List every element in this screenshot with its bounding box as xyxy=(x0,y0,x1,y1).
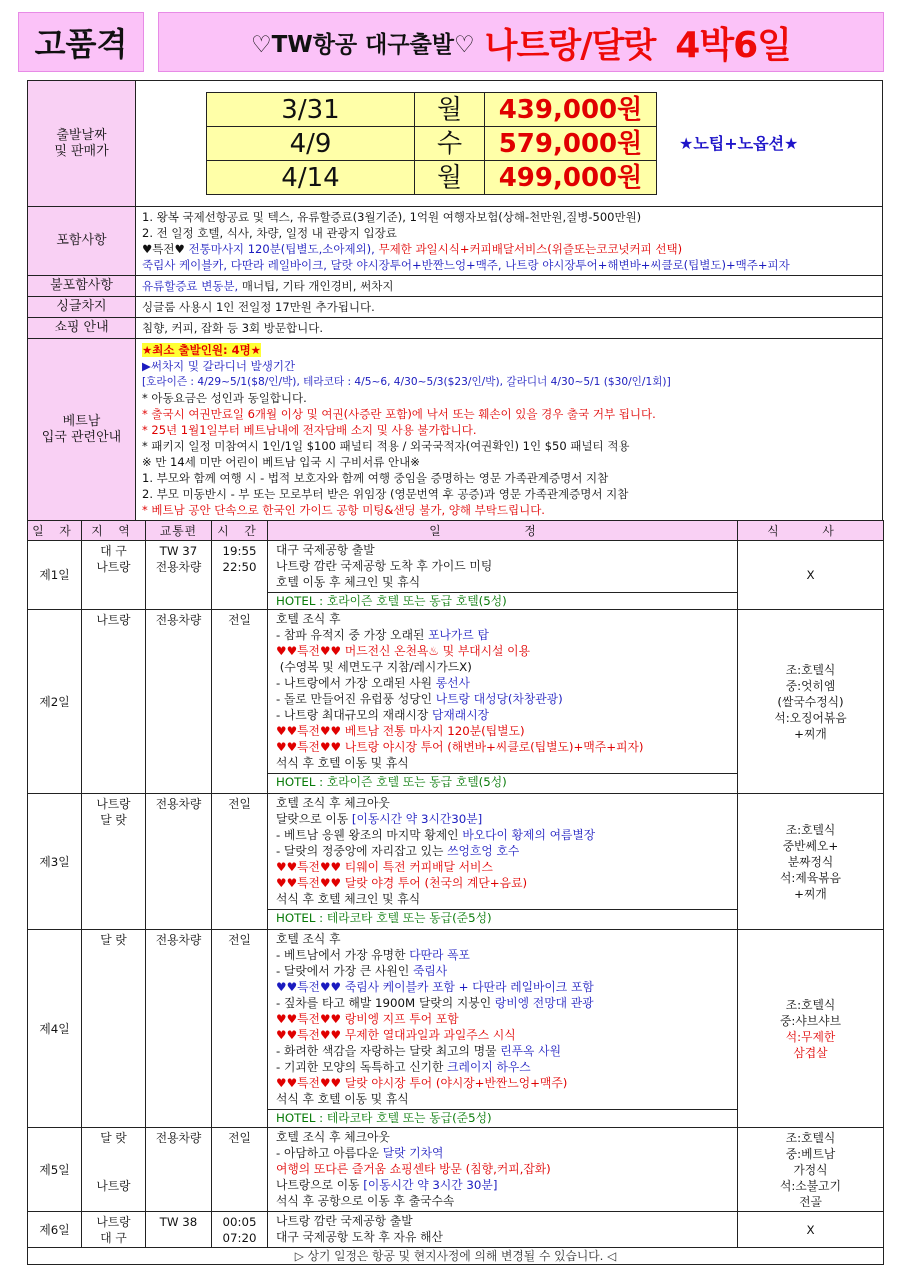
cell-line: 전용차량 xyxy=(155,797,202,811)
itinerary-text: ♥♥특전♥♥ 무제한 열대과일과 과일주스 시식 xyxy=(276,1028,516,1042)
region xyxy=(82,1128,146,1212)
info-table xyxy=(27,80,883,521)
itinerary-text: 석식 후 공항으로 이동 후 출국수속 xyxy=(276,1194,455,1208)
cell-line: 나트랑 xyxy=(96,1215,131,1229)
special-red: 무제한 과일시식+커피배달서비스(위즐또는코코넛커피 선택) xyxy=(378,242,683,256)
cell-line: 대 구 xyxy=(100,544,127,558)
itinerary-line xyxy=(276,643,731,659)
itinerary-line xyxy=(276,931,731,947)
title-route: 나트랑/달랏 xyxy=(484,25,656,66)
single-content: 싱글룸 사용시 1인 전일정 17만원 추가됩니다. xyxy=(136,297,883,318)
itinerary-text: 호텔 조식 후 xyxy=(276,932,341,946)
itinerary-text: - 달랏에서 가장 큰 사원인 xyxy=(276,964,413,978)
hotel-info: HOTEL : 호라이즌 호텔 또는 동급 호텔(5성) xyxy=(268,773,737,790)
meal-line: 중:베트남 xyxy=(785,1146,836,1161)
cell-line: 달 랏 xyxy=(100,813,127,827)
meal-line: 전골 xyxy=(799,1194,822,1209)
excluded-content xyxy=(136,276,883,297)
schedule-header xyxy=(28,521,884,541)
itinerary-text: - 기괴한 모양의 독특하고 신기한 xyxy=(276,1060,448,1074)
itinerary-text: 호텔 이동 후 체크인 및 휴식 xyxy=(276,575,421,589)
itinerary-highlight: [이동시간 약 3시간 30분] xyxy=(363,1178,498,1192)
meal-line: 조:호텔식 xyxy=(785,822,836,837)
itinerary-line xyxy=(276,675,731,691)
time xyxy=(212,794,268,930)
itinerary-line xyxy=(276,1193,731,1209)
meal-line: X xyxy=(806,568,815,582)
schedule-row xyxy=(28,541,884,610)
entry-note: * 패키지 일정 미참여시 1인/1일 $100 패널티 적용 / 외국국적자(여권확인) 1인 $50 패널티 적용 xyxy=(142,438,630,453)
day-label: 제2일 xyxy=(28,610,82,794)
included-label: 포함사항 xyxy=(28,207,136,276)
region xyxy=(82,1212,146,1248)
meals xyxy=(738,1128,884,1212)
itinerary-text: 대구 국제공항 도착 후 자유 해산 xyxy=(276,1230,443,1244)
itinerary-highlight: 다딴라 폭포 xyxy=(409,948,470,962)
hotel-info: HOTEL : 호라이즌 호텔 또는 동급 호텔(5성) xyxy=(268,592,737,609)
itinerary-line xyxy=(276,1027,731,1043)
meal-line: +찌개 xyxy=(794,886,827,901)
weekday: 수 xyxy=(415,127,485,161)
itinerary-line xyxy=(276,811,731,827)
itinerary-line xyxy=(276,574,731,590)
cell-line: 전일 xyxy=(228,1131,251,1145)
itinerary-text: ♥♥특전♥♥ 달랏 야경 투어 (천국의 계단+음료) xyxy=(276,876,528,890)
itinerary-text: ♥♥특전♥♥ 죽림사 케이블카 포함 + 다딴라 레일바이크 포함 xyxy=(276,980,594,994)
itinerary-text: - 화려한 색감을 자랑하는 달랏 최고의 명물 xyxy=(276,1044,501,1058)
included-content xyxy=(136,207,883,276)
itinerary-line xyxy=(276,1075,731,1091)
departure-dates-table xyxy=(206,92,657,195)
cell-line: 전용차량 xyxy=(155,560,202,574)
itinerary-line xyxy=(276,827,731,843)
itinerary-line xyxy=(276,755,731,771)
meal-line: 석:제육볶음 xyxy=(780,870,841,885)
time xyxy=(212,610,268,794)
day-label: 제4일 xyxy=(28,930,82,1128)
entry-note: 2. 부모 미동반시 - 부 또는 모로부터 받은 위임장 (영문번역 후 공증)과 영문 가족관계증명서 지참 xyxy=(142,486,629,501)
cell-line: 나트랑 xyxy=(96,613,131,627)
itinerary-line xyxy=(276,1091,731,1107)
meal-line: 삼겹살 xyxy=(793,1045,828,1060)
itinerary-line xyxy=(276,859,731,875)
shopping-label: 쇼핑 안내 xyxy=(28,318,136,339)
included-line: 1. 왕복 국제선항공료 및 텍스, 유류할증료(3월기준), 1억원 여행자보험(상해-천만원,질병-500만원) xyxy=(142,210,642,224)
brand-box xyxy=(18,12,144,72)
cell-line: 전일 xyxy=(228,933,251,947)
itinerary-text: 석식 후 호텔 이동 및 휴식 xyxy=(276,1092,409,1106)
itinerary-text: ♥♥특전♥♥ 머드전신 온천욕♨ 및 부대시설 이용 xyxy=(276,644,530,658)
itinerary-highlight: [이동시간 약 3시간30분] xyxy=(351,812,483,826)
schedule-row xyxy=(28,1212,884,1248)
meal-line: 중:엇히엠 xyxy=(785,678,836,693)
price: 439,000원 xyxy=(485,93,657,127)
transport xyxy=(146,794,212,930)
price: 579,000원 xyxy=(485,127,657,161)
itinerary-line xyxy=(276,1145,731,1161)
cell-line: 19:55 xyxy=(222,544,257,558)
weekday: 월 xyxy=(415,161,485,195)
schedule-table xyxy=(27,520,884,1265)
itinerary-line xyxy=(276,843,731,859)
itinerary-line xyxy=(276,1213,731,1229)
time xyxy=(212,930,268,1128)
region xyxy=(82,930,146,1128)
itinerary-text: - 달랏의 정중앙에 자리잡고 있는 xyxy=(276,844,448,858)
itinerary-text: - 나트랑에서 가장 오래된 사원 xyxy=(276,676,436,690)
special-blue: 전통마사지 120분(팁별도,소아제외), xyxy=(188,242,375,256)
meals xyxy=(738,930,884,1128)
region xyxy=(82,794,146,930)
itinerary-line xyxy=(276,707,731,723)
no-tip-badge: ★노팁+노옵션★ xyxy=(679,133,799,153)
meals xyxy=(738,541,884,610)
itinerary-line xyxy=(276,1059,731,1075)
entry-note: ※ 만 14세 미만 어린이 베트남 입국 시 구비서류 안내※ xyxy=(142,454,420,469)
itinerary-line xyxy=(276,947,731,963)
time xyxy=(212,1212,268,1248)
meals xyxy=(738,610,884,794)
meal-line: (쌀국수정식) xyxy=(777,694,844,709)
itinerary-text: - 나트랑 최대규모의 재래시장 xyxy=(276,708,433,722)
transport xyxy=(146,930,212,1128)
itinerary-text: - 짚차를 타고 해발 1900M 달랏의 지붕인 xyxy=(276,996,495,1010)
itinerary-line xyxy=(276,891,731,907)
cell-line: 대 구 xyxy=(100,1231,127,1245)
vietnam-label-line1: 베트남 xyxy=(62,413,101,429)
itinerary-line xyxy=(276,979,731,995)
header-cell: 식 사 xyxy=(738,521,884,541)
header-cell: 교통편 xyxy=(146,521,212,541)
itinerary-text: - 베트남에서 가장 유명한 xyxy=(276,948,410,962)
entry-note: * 출국시 여권만료일 6개월 이상 및 여권(사증란 포함)에 낙서 또는 훼손이 있을 경우 출국 거부 됩니다. xyxy=(142,406,656,421)
itinerary-line xyxy=(276,542,731,558)
itinerary xyxy=(268,1128,738,1212)
header-cell: 시 간 xyxy=(212,521,268,541)
itinerary-line xyxy=(276,1043,731,1059)
meals xyxy=(738,1212,884,1248)
itinerary-text: - 베트남 응웬 왕조의 마지막 황제인 xyxy=(276,828,463,842)
meal-line: X xyxy=(806,1222,815,1237)
cell-line: 전용차량 xyxy=(155,613,202,627)
date-row xyxy=(207,161,657,195)
itinerary-line xyxy=(276,611,731,627)
cell-line: 나트랑 xyxy=(96,797,131,811)
dates-label-line2: 및 판매가 xyxy=(54,143,109,159)
excluded-rest: 매너팁, 기타 개인경비, 써차지 xyxy=(241,279,394,293)
cell-line: 22:50 xyxy=(222,560,257,574)
itinerary-text: - 참파 유적지 중 가장 오래된 xyxy=(276,628,429,642)
cell-line xyxy=(82,1146,145,1162)
transport xyxy=(146,610,212,794)
schedule-row xyxy=(28,794,884,930)
itinerary-text: - 돌로 만들어진 유럽풍 성당인 xyxy=(276,692,436,706)
cell-line xyxy=(82,1162,145,1178)
special-prefix: ♥특전♥ xyxy=(142,242,185,256)
special-line2: 죽림사 케이블카, 다딴라 레일바이크, 달랏 야시장투어+반짠느엉+맥주, 나트랑 야시장투어+해변바+씨클로(팁별도)+맥주+피자 xyxy=(142,258,790,272)
excluded-label: 불포함사항 xyxy=(28,276,136,297)
itinerary-text: ♥♥특전♥♥ 나트랑 야시장 투어 (해변바+씨클로(팁별도)+맥주+피자) xyxy=(276,740,644,754)
vietnam-label-line2: 입국 관련안내 xyxy=(41,429,122,445)
cell-line: TW 37 xyxy=(159,544,198,558)
cell-line: 전용차량 xyxy=(155,933,202,947)
meals xyxy=(738,794,884,930)
day-label: 제1일 xyxy=(28,541,82,610)
date: 4/14 xyxy=(207,161,415,195)
itinerary-text: 호텔 조식 후 체크아웃 xyxy=(276,796,390,810)
itinerary-line xyxy=(276,875,731,891)
day-label: 제6일 xyxy=(28,1212,82,1248)
itinerary-text: 호텔 조식 후 xyxy=(276,612,341,626)
meal-line: +찌개 xyxy=(794,726,827,741)
dates-cell xyxy=(136,81,883,207)
itinerary-highlight: 랑비엥 전망대 관광 xyxy=(494,996,594,1010)
region xyxy=(82,541,146,610)
itinerary-text: - 아담하고 아름다운 xyxy=(276,1146,383,1160)
itinerary xyxy=(268,1212,738,1248)
itinerary xyxy=(268,541,738,610)
cell-line: TW 38 xyxy=(159,1215,198,1229)
itinerary-line xyxy=(276,659,731,675)
cell-line: 전용차량 xyxy=(155,1131,202,1145)
itinerary-line xyxy=(276,627,731,643)
itinerary-text: 석식 후 호텔 이동 및 휴식 xyxy=(276,756,409,770)
itinerary-highlight: 바오다이 황제의 여름별장 xyxy=(462,828,596,842)
single-label: 싱글차지 xyxy=(28,297,136,318)
surcharge-title: ▶써차지 및 갈라디너 발생기간 xyxy=(142,358,296,373)
itinerary-highlight: 달랏 기차역 xyxy=(382,1146,444,1160)
itinerary-text: (수영복 및 세면도구 지참/레시가드X) xyxy=(276,660,472,674)
brand-title: 고품격 xyxy=(34,25,128,63)
date: 4/9 xyxy=(207,127,415,161)
itinerary-text: 석식 후 호텔 체크인 및 휴식 xyxy=(276,892,421,906)
itinerary-line xyxy=(276,723,731,739)
surcharge-detail: [호라이즌 : 4/29~5/1($8/인/박), 테라코타 : 4/5~6, 4/30~5/3($23/인/박), 갈라디너 4/30~5/1 ($30/인/1회)] xyxy=(142,375,671,388)
title-duration: 4박6일 xyxy=(675,24,791,66)
time xyxy=(212,541,268,610)
title-box xyxy=(158,12,884,72)
itinerary-line xyxy=(276,995,731,1011)
itinerary xyxy=(268,794,738,930)
cell-line: 나트랑 xyxy=(96,1179,131,1193)
title-prefix: ♡TW항공 대구출발♡ xyxy=(251,31,475,58)
schedule-row xyxy=(28,930,884,1128)
region xyxy=(82,610,146,794)
itinerary-text: ♥♥특전♥♥ 달랏 야시장 투어 (야시장+반짠느엉+맥주) xyxy=(276,1076,568,1090)
min-people: ★최소 출발인원: 4명★ xyxy=(142,342,261,357)
header-cell: 지 역 xyxy=(82,521,146,541)
itinerary-text: ♥♥특전♥♥ 랑비엥 지프 투어 포함 xyxy=(276,1012,459,1026)
day-label: 제3일 xyxy=(28,794,82,930)
itinerary-line xyxy=(276,1229,731,1245)
itinerary-text: 나트랑 깜란 국제공항 출발 xyxy=(276,1214,413,1228)
included-special xyxy=(142,241,876,257)
itinerary-highlight: 롱선사 xyxy=(435,676,470,690)
itinerary-line xyxy=(276,1161,731,1177)
meal-line: 석:무제한 xyxy=(785,1029,836,1044)
itinerary-highlight: 담재래시장 xyxy=(432,708,489,722)
itinerary-text: 나트랑으로 이동 xyxy=(276,1178,364,1192)
cell-line: 나트랑 xyxy=(96,560,131,574)
date-row xyxy=(207,93,657,127)
dates-label-line1: 출발날짜 xyxy=(56,127,107,143)
itinerary-line xyxy=(276,795,731,811)
footer-note: ▷ 상기 일정은 항공 및 현지사정에 의해 변경될 수 있습니다. ◁ xyxy=(28,1248,884,1265)
meal-line: 조:호텔식 xyxy=(785,662,836,677)
itinerary-highlight: 린푸옥 사원 xyxy=(500,1044,561,1058)
entry-note: * 아동요금은 성인과 동일합니다. xyxy=(142,390,307,405)
cell-line: 달 랏 xyxy=(100,1131,127,1145)
date-row xyxy=(207,127,657,161)
vietnam-label xyxy=(28,339,136,521)
itinerary xyxy=(268,930,738,1128)
transport xyxy=(146,1128,212,1212)
weekday: 월 xyxy=(415,93,485,127)
time xyxy=(212,1128,268,1212)
meal-line: 중반쎄오+ xyxy=(782,838,839,853)
cell-line: 07:20 xyxy=(222,1231,257,1245)
entry-note: 1. 부모와 함께 여행 시 - 법적 보호자와 함께 여행 중임을 증명하는 영문 가족관계증명서 지참 xyxy=(142,470,609,485)
meal-line: 조:호텔식 xyxy=(785,997,836,1012)
itinerary-line xyxy=(276,691,731,707)
header-cell: 일 자 xyxy=(28,521,82,541)
itinerary-text: 대구 국제공항 출발 xyxy=(276,543,375,557)
date: 3/31 xyxy=(207,93,415,127)
itinerary-highlight: 크레이지 하우스 xyxy=(447,1060,531,1074)
itinerary-line xyxy=(276,963,731,979)
itinerary xyxy=(268,610,738,794)
shopping-content: 침향, 커피, 잡화 등 3회 방문합니다. xyxy=(136,318,883,339)
meal-line: 조:호텔식 xyxy=(785,1130,836,1145)
vietnam-content xyxy=(136,339,883,521)
itinerary-line xyxy=(276,558,731,574)
meal-line: 중:샤브샤브 xyxy=(780,1013,841,1028)
meal-line: 석:오징어볶음 xyxy=(774,710,847,725)
entry-notes xyxy=(142,390,876,518)
cell-line: 전일 xyxy=(228,797,251,811)
itinerary-text: ♥♥특전♥♥ 티웨이 특전 커피배달 서비스 xyxy=(276,860,493,874)
itinerary-highlight: 죽림사 xyxy=(412,964,448,978)
transport xyxy=(146,541,212,610)
itinerary-highlight: 쓰엉흐엉 호수 xyxy=(447,844,520,858)
meal-line: 석:소불고기 xyxy=(780,1178,841,1193)
header-cell: 일 정 xyxy=(268,521,738,541)
itinerary-line xyxy=(276,1129,731,1145)
cell-line: 00:05 xyxy=(222,1215,257,1229)
dates-label xyxy=(28,81,136,207)
excluded-fuel: 유류할증료 변동분, xyxy=(142,279,239,293)
itinerary-text: 달랏으로 이동 xyxy=(276,812,352,826)
schedule-row xyxy=(28,610,884,794)
meal-line: 분짜정식 xyxy=(787,854,834,869)
itinerary-line xyxy=(276,1011,731,1027)
itinerary-text: 호텔 조식 후 체크아웃 xyxy=(276,1130,390,1144)
schedule-row xyxy=(28,1128,884,1212)
entry-note: * 베트남 공안 단속으로 한국인 가이드 공항 미팅&샌딩 불가, 양해 부탁드립니다. xyxy=(142,502,545,517)
hotel-info: HOTEL : 테라코타 호텔 또는 동급(준5성) xyxy=(268,909,737,926)
itinerary-line xyxy=(276,1177,731,1193)
transport xyxy=(146,1212,212,1248)
itinerary-highlight: 나트랑 대성당(차창관광) xyxy=(435,692,563,706)
cell-line: 달 랏 xyxy=(100,933,127,947)
itinerary-text: 여행의 또다른 즐거움 쇼핑센타 방문 (침향,커피,잡화) xyxy=(276,1162,551,1176)
itinerary-highlight: 포나가르 탑 xyxy=(428,628,489,642)
included-line: 2. 전 일정 호텔, 식사, 차량, 일정 내 관광지 입장료 xyxy=(142,226,397,240)
price: 499,000원 xyxy=(485,161,657,195)
day-label: 제5일 xyxy=(28,1128,82,1212)
itinerary-text: ♥♥특전♥♥ 베트남 전통 마사지 120분(팁별도) xyxy=(276,724,525,738)
hotel-info: HOTEL : 테라코타 호텔 또는 동급(준5성) xyxy=(268,1109,737,1126)
cell-line: 전일 xyxy=(228,613,251,627)
itinerary-text: 나트랑 깜란 국제공항 도착 후 가이드 미팅 xyxy=(276,559,493,573)
itinerary-line xyxy=(276,739,731,755)
meal-line: 가정식 xyxy=(793,1162,828,1177)
entry-note: * 25년 1월1일부터 베트남내에 전자담배 소지 및 사용 불가합니다. xyxy=(142,422,477,437)
